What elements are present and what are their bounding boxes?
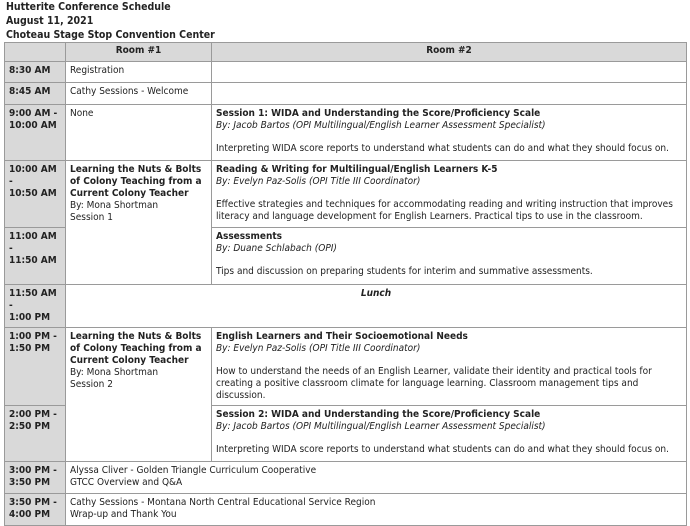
session-presenter: By: Mona Shortman: [70, 200, 159, 211]
topic-line: GTCC Overview and Q&A: [70, 477, 183, 488]
room1-cell: None: [66, 105, 212, 161]
session-title: Assessments: [216, 231, 283, 242]
time-cell: 11:00 AM - 11:50 AM: [5, 228, 66, 285]
room1-cell: [66, 328, 212, 462]
time-cell: 1:00 PM - 1:50 PM: [5, 328, 66, 406]
time-cell: 2:00 PM - 2:50 PM: [5, 406, 66, 462]
table-row: [5, 328, 687, 406]
session-description: How to understand the needs of an English Learner, validate their identity and practical tools for creating a positive classroom climate for language learning. Classroom management tips and discussion.: [216, 366, 652, 401]
session-title: Session 2: WIDA and Understanding the Score/Proficiency Scale: [216, 409, 541, 420]
session-number: Session 1: [70, 212, 113, 223]
session-title: English Learners and Their Socioemotional Needs: [216, 331, 468, 342]
table-row: [5, 285, 687, 328]
session-presenter: By: Evelyn Paz-Solis (OPI Title III Coordinator): [216, 176, 421, 187]
table-row: [5, 161, 687, 228]
presenter-line: Alyssa Cliver - Golden Triangle Curriculum Cooperative: [70, 465, 317, 476]
time-cell: 3:00 PM - 3:50 PM: [5, 462, 66, 494]
session-description: Tips and discussion on preparing students for interim and summative assessments.: [216, 266, 593, 277]
room1-cell: Registration: [66, 62, 212, 83]
room2-cell: [212, 406, 687, 462]
session-presenter: By: Evelyn Paz-Solis (OPI Title III Coordinator): [216, 343, 421, 354]
schedule-table: [4, 42, 687, 526]
topic-line: Wrap-up and Thank You: [70, 509, 177, 520]
time-cell: 10:00 AM - 10:50 AM: [5, 161, 66, 228]
table-row: [5, 105, 687, 161]
event-date: August 11, 2021: [6, 15, 94, 27]
document-header: [6, 0, 215, 42]
session-presenter: By: Jacob Bartos (OPI Multilingual/English Learner Assessment Specialist): [216, 120, 546, 131]
room1-cell: Cathy Sessions - Welcome: [66, 83, 212, 105]
presenter-line: Cathy Sessions - Montana North Central Educational Service Region: [70, 497, 376, 508]
combined-cell: [66, 462, 687, 494]
combined-cell: [66, 494, 687, 526]
table-header-row: [5, 43, 687, 62]
room2-cell: [212, 62, 687, 83]
table-row: [5, 83, 687, 105]
room2-cell: [212, 228, 687, 285]
room2-cell: [212, 83, 687, 105]
session-title: Learning the Nuts & Bolts of Colony Teaching from a Current Colony Teacher: [70, 331, 202, 366]
time-cell: 3:50 PM - 4:00 PM: [5, 494, 66, 526]
lunch-cell: Lunch: [66, 285, 687, 328]
session-title: Reading & Writing for Multilingual/English Learners K-5: [216, 164, 498, 175]
time-cell: 8:30 AM: [5, 62, 66, 83]
session-description: Interpreting WIDA score reports to understand what students can do and what they should focus on.: [216, 444, 669, 455]
session-presenter: By: Mona Shortman: [70, 367, 159, 378]
session-title: Session 1: WIDA and Understanding the Score/Proficiency Scale: [216, 108, 541, 119]
room2-cell: [212, 161, 687, 228]
table-row: [5, 462, 687, 494]
session-title: Learning the Nuts & Bolts of Colony Teaching from a Current Colony Teacher: [70, 164, 202, 199]
room1-column-header: Room #1: [66, 43, 212, 62]
time-cell: 11:50 AM - 1:00 PM: [5, 285, 66, 328]
session-description: Interpreting WIDA score reports to understand what students can do and what they should focus on.: [216, 143, 669, 154]
table-row: [5, 494, 687, 526]
session-presenter: By: Duane Schlabach (OPI): [216, 243, 337, 254]
time-cell: 9:00 AM - 10:00 AM: [5, 105, 66, 161]
room2-column-header: Room #2: [212, 43, 687, 62]
session-presenter: By: Jacob Bartos (OPI Multilingual/English Learner Assessment Specialist): [216, 421, 546, 432]
room2-cell: [212, 328, 687, 406]
page-title: Hutterite Conference Schedule: [6, 1, 171, 13]
session-description: Effective strategies and techniques for accommodating reading and writing instruction that improves literacy and language development for English Learners. Practical tips to use in the classroom.: [216, 199, 673, 222]
room1-cell: [66, 161, 212, 285]
time-cell: 8:45 AM: [5, 83, 66, 105]
room2-cell: [212, 105, 687, 161]
time-column-header: [5, 43, 66, 62]
table-row: [5, 62, 687, 83]
event-venue: Choteau Stage Stop Convention Center: [6, 29, 215, 41]
session-number: Session 2: [70, 379, 113, 390]
